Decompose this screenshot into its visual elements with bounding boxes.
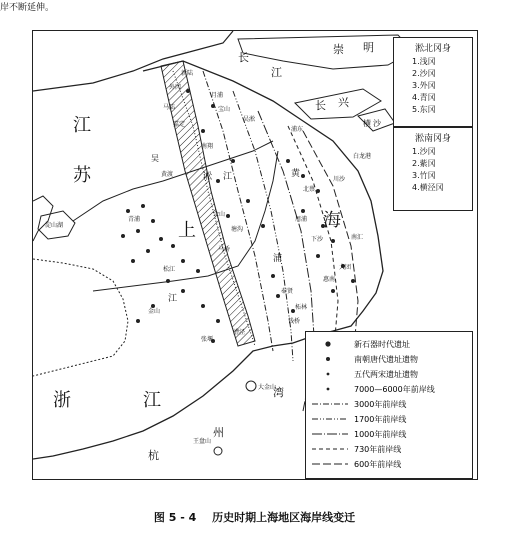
legend-north-item: 1.浅冈 xyxy=(412,57,436,66)
label-pu: 浦 xyxy=(273,254,283,264)
legend-south-item: 4.横泾冈 xyxy=(412,183,444,192)
legend-north-item: 4.青冈 xyxy=(412,93,436,102)
place-wusong: 吴淞 xyxy=(243,116,256,123)
place-jinshan: 金山 xyxy=(148,308,161,315)
label-zhou: 州 xyxy=(213,426,224,439)
label-wan: 湾 xyxy=(273,386,284,399)
legend-north-list xyxy=(394,56,472,116)
legend-north xyxy=(393,37,473,127)
legend-south-title: 淞南冈身 xyxy=(414,134,451,144)
legend-label-6: 1000年前岸线 xyxy=(354,430,407,439)
place-wangpanshan: 王盘山 xyxy=(193,438,212,445)
label-wu: 吴 xyxy=(151,154,159,163)
label-jiang4: 江 xyxy=(223,172,233,182)
legend-label-1: 南朝唐代遗址遗物 xyxy=(354,355,418,364)
place-jiading: 嘉定 xyxy=(173,121,186,128)
place-fengxian: 奉贤 xyxy=(281,288,294,295)
place-maqiao: 马桥 xyxy=(218,246,231,253)
place-datuan: 大团 xyxy=(339,264,352,271)
legend-symbol-1 xyxy=(326,357,330,361)
top-text: 岸不断延伸。 xyxy=(0,3,55,13)
place-sheshan: 佘山 xyxy=(213,211,226,218)
legend-south-item: 3.竹冈 xyxy=(412,171,436,180)
label-sha: 沙 xyxy=(373,119,381,128)
label-jiang2: 江 xyxy=(143,390,161,411)
legend-south-list xyxy=(394,146,472,194)
label-shang: 上 xyxy=(178,220,196,241)
place-qingpu: 青浦 xyxy=(128,216,141,223)
legend-south-item: 1.沙冈 xyxy=(412,147,436,156)
legend-north-item: 5.东冈 xyxy=(412,105,436,114)
label-jiang: 江 xyxy=(73,115,91,136)
place-beicai: 北蔡 xyxy=(303,186,316,193)
place-caojing: 漕泾 xyxy=(233,329,246,336)
label-jiang5: 江 xyxy=(168,294,178,304)
place-xinlu: 新陆 xyxy=(181,70,194,77)
place-huinan: 惠南 xyxy=(323,276,336,283)
label-jiang3: 江 xyxy=(271,66,282,79)
legend-north-item: 3.外冈 xyxy=(412,81,436,90)
legend-north-title: 淞北冈身 xyxy=(414,44,451,54)
legend-south xyxy=(393,127,473,211)
legend-north-item: 2.沙冈 xyxy=(412,69,436,78)
label-su: 苏 xyxy=(73,165,91,186)
label-chong: 崇 xyxy=(333,43,344,56)
place-songjiang: 松江 xyxy=(163,266,176,273)
label-hang: 杭 xyxy=(148,449,159,462)
label-xing: 兴 xyxy=(338,96,349,109)
legend-label-2: 五代两宋遗址遗物 xyxy=(354,370,418,379)
legend-label-4: 3000年前岸线 xyxy=(354,400,407,409)
caption-title: 历史时期上海地区海岸线变迁 xyxy=(212,511,356,524)
place-dajinshan: 大金山 xyxy=(258,384,277,391)
legend-symbol-3 xyxy=(327,388,330,391)
legend-label-7: 730年前岸线 xyxy=(354,445,402,454)
place-waigang: 外冈 xyxy=(169,84,182,91)
place-dianshanhu: 淀山湖 xyxy=(45,222,64,229)
legend-label-5: 1700年前岸线 xyxy=(354,415,407,424)
place-nanhui: 南汇 xyxy=(351,234,364,241)
place-zhelin: 柘林 xyxy=(295,304,308,311)
legend-label-8: 600年前岸线 xyxy=(354,460,402,469)
place-huangdu: 黄渡 xyxy=(161,171,174,178)
place-xiasha: 下沙 xyxy=(311,236,324,243)
wangpanshan-island xyxy=(214,447,222,455)
place-pudong: 浦东 xyxy=(291,126,304,133)
label-chang: 长 xyxy=(238,51,249,64)
place-tanggou: 塘沟 xyxy=(231,226,244,233)
label-heng: 横 xyxy=(363,119,371,128)
place-yuepu: 月浦 xyxy=(211,92,224,99)
coastline-map xyxy=(32,30,478,480)
label-hai: 海 xyxy=(323,210,341,231)
label-huang: 黄 xyxy=(291,169,301,179)
label-zhe: 浙 xyxy=(53,390,71,411)
legend-label-3: 7000—6000年前岸线 xyxy=(354,385,435,394)
legend-symbol-0 xyxy=(325,341,330,346)
place-bailonggang: 白龙港 xyxy=(353,153,372,160)
place-malu: 马陆 xyxy=(163,104,176,111)
label-chang2: 长 xyxy=(315,99,326,112)
legend-lines xyxy=(305,331,473,479)
legend-south-item: 2.紫冈 xyxy=(412,159,436,168)
place-nanxiang: 南翔 xyxy=(201,143,214,150)
caption-number: 图 5 - 4 xyxy=(153,511,197,524)
legend-label-0: 新石器时代遗址 xyxy=(354,340,410,349)
legend-symbol-2 xyxy=(327,373,330,376)
place-baoshan: 宝山 xyxy=(218,106,231,113)
label-song: 凇 xyxy=(203,172,213,182)
place-zhoupu: 周浦 xyxy=(295,216,308,223)
place-zhangyan: 张堰 xyxy=(201,336,214,343)
label-ming: 明 xyxy=(363,41,374,54)
figure-caption xyxy=(0,509,509,525)
place-chuansha: 川沙 xyxy=(333,176,346,183)
place-qianqiao: 钱桥 xyxy=(288,318,301,325)
dajinshan-island xyxy=(246,381,256,391)
legend-lines-svg xyxy=(306,332,472,478)
